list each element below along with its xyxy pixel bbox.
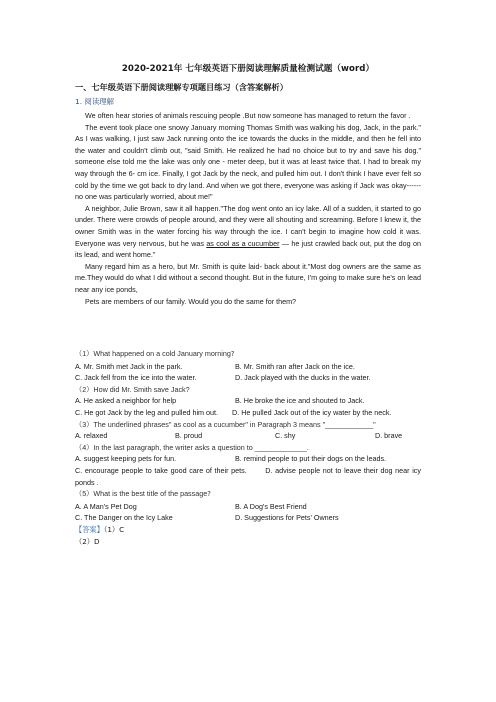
- document-title: 2020-2021年 七年级英语下册阅读理解质量检测试题（word）: [121, 64, 375, 74]
- questions-block: [75, 348, 421, 548]
- option: B. proud: [175, 431, 203, 441]
- reading-passage: [75, 110, 421, 307]
- option: C. encourage people to take good care of their pets.: [75, 465, 247, 475]
- section-heading: 一、七年级英语下册阅读理解专项题目练习（含答案解析）: [75, 82, 288, 92]
- question-label: [75, 96, 114, 107]
- answer-tag: 【答案】: [75, 524, 104, 534]
- options-row: [75, 395, 421, 407]
- option: B. A Dog's Best Friend: [235, 501, 307, 511]
- passage-paragraph: The event took place one snowy January morning Thomas Smith was walking his dog, Jack, in the park." As I was walking, I just saw Jack running onto the ice towards the ducks in the middle, and then he fell into the water and couldn't climb out, "said Smith. He realized he had no choice but to try and save his dog." someone else told me the lake was only one - meter deep, but it was at least twice that. I had to break my way through the 6- cm ice. Finally, I got Jack by the neck, and pulled him out. I don't think I have ever felt so cold by the time we got back to dry land. And when we got there, everyone was asking if Jack was okay------ no one was particularly worried, about me!": [75, 122, 421, 202]
- question-stem: （1）What happened on a cold January morning?: [75, 349, 235, 358]
- passage-text: A neighbor, Julie Brown, saw it all happen."The dog went onto an icy lake. All of a sudden, it started to go under. There were crowds of people around, and they were all shouting and screaming. Before I knew it, the owner Smith was in the water forcing his way through the ice. I can't begin to imagine how cold it was. Everyone was very nervous, but he was: [75, 203, 421, 248]
- answer-line: 【答案】（1）C: [75, 524, 125, 534]
- option: A. A Man's Pet Dog: [75, 501, 137, 511]
- options-row: [75, 372, 421, 384]
- passage-paragraph: Many regard him as a hero, but Mr. Smith is quite laid- back about it."Most dog owners are the same as me.They would do what I did without a second thought. But in the future, I'm going to make sure he's on lead near any ice ponds,: [75, 261, 421, 294]
- answer-line: （2）D: [75, 536, 100, 546]
- question-stem: （4）In the last paragraph, the writer asks a question to _____________.: [75, 442, 309, 452]
- option: D. brave: [375, 431, 403, 441]
- passage-paragraph: Pets are members of our family. Would you do the same for them?: [85, 296, 297, 306]
- option: A. He asked a neighbor for help: [75, 396, 177, 406]
- options-row: [75, 430, 421, 442]
- option: A. relaxed: [75, 431, 108, 441]
- option: A. suggest keeping pets for fun.: [75, 454, 177, 464]
- option: C. He got Jack by the leg and pulled him out.: [75, 407, 219, 417]
- underlined-phrase: as cool as a cucumber: [206, 238, 280, 248]
- options-row: [75, 512, 421, 524]
- options-row: [75, 361, 421, 373]
- passage-paragraph: We often hear stories of animals rescuing people .But now someone has managed to return the favor .: [85, 111, 411, 120]
- option: A. Mr. Smith met Jack in the park.: [75, 361, 183, 371]
- options-row: [75, 453, 421, 465]
- question-stem: （2）How did Mr. Smith save Jack?: [75, 384, 190, 394]
- option: C. shy: [275, 431, 296, 441]
- option: D. Jack played with the ducks in the water.: [235, 373, 371, 383]
- option: D. Suggestions for Pets' Owners: [235, 513, 339, 523]
- question-stem: （3）The underlined phrases" as cool as a cucumber" in Paragraph 3 means "____________": [75, 419, 376, 429]
- option: B. Mr. Smith ran after Jack on the ice.: [235, 361, 355, 371]
- passage-paragraph: [75, 203, 421, 261]
- options-row: [75, 465, 421, 488]
- options-row: [75, 407, 421, 419]
- option: C. Jack fell from the ice into the water.: [75, 373, 197, 383]
- answer-value: D: [93, 536, 100, 546]
- option: D. He pulled Jack out of the icy water by the neck.: [232, 407, 392, 417]
- options-row: [75, 501, 421, 513]
- option: B. remind people to put their dogs on the leads.: [235, 454, 387, 464]
- answer-value: C: [119, 524, 125, 534]
- question-stem: （5）What is the best title of the passage?: [75, 489, 211, 499]
- question-type: 阅读理解: [84, 97, 114, 106]
- option: D. advise people not to leave their dog near icy ponds .: [75, 465, 421, 487]
- question-number: 1.: [75, 97, 83, 106]
- option: B. He broke the ice and shouted to Jack.: [235, 396, 365, 406]
- passage-text: — he just crawled back out, put the dog on its lead, and went home.": [75, 238, 421, 260]
- option: C. The Danger on the Icy Lake: [75, 513, 173, 523]
